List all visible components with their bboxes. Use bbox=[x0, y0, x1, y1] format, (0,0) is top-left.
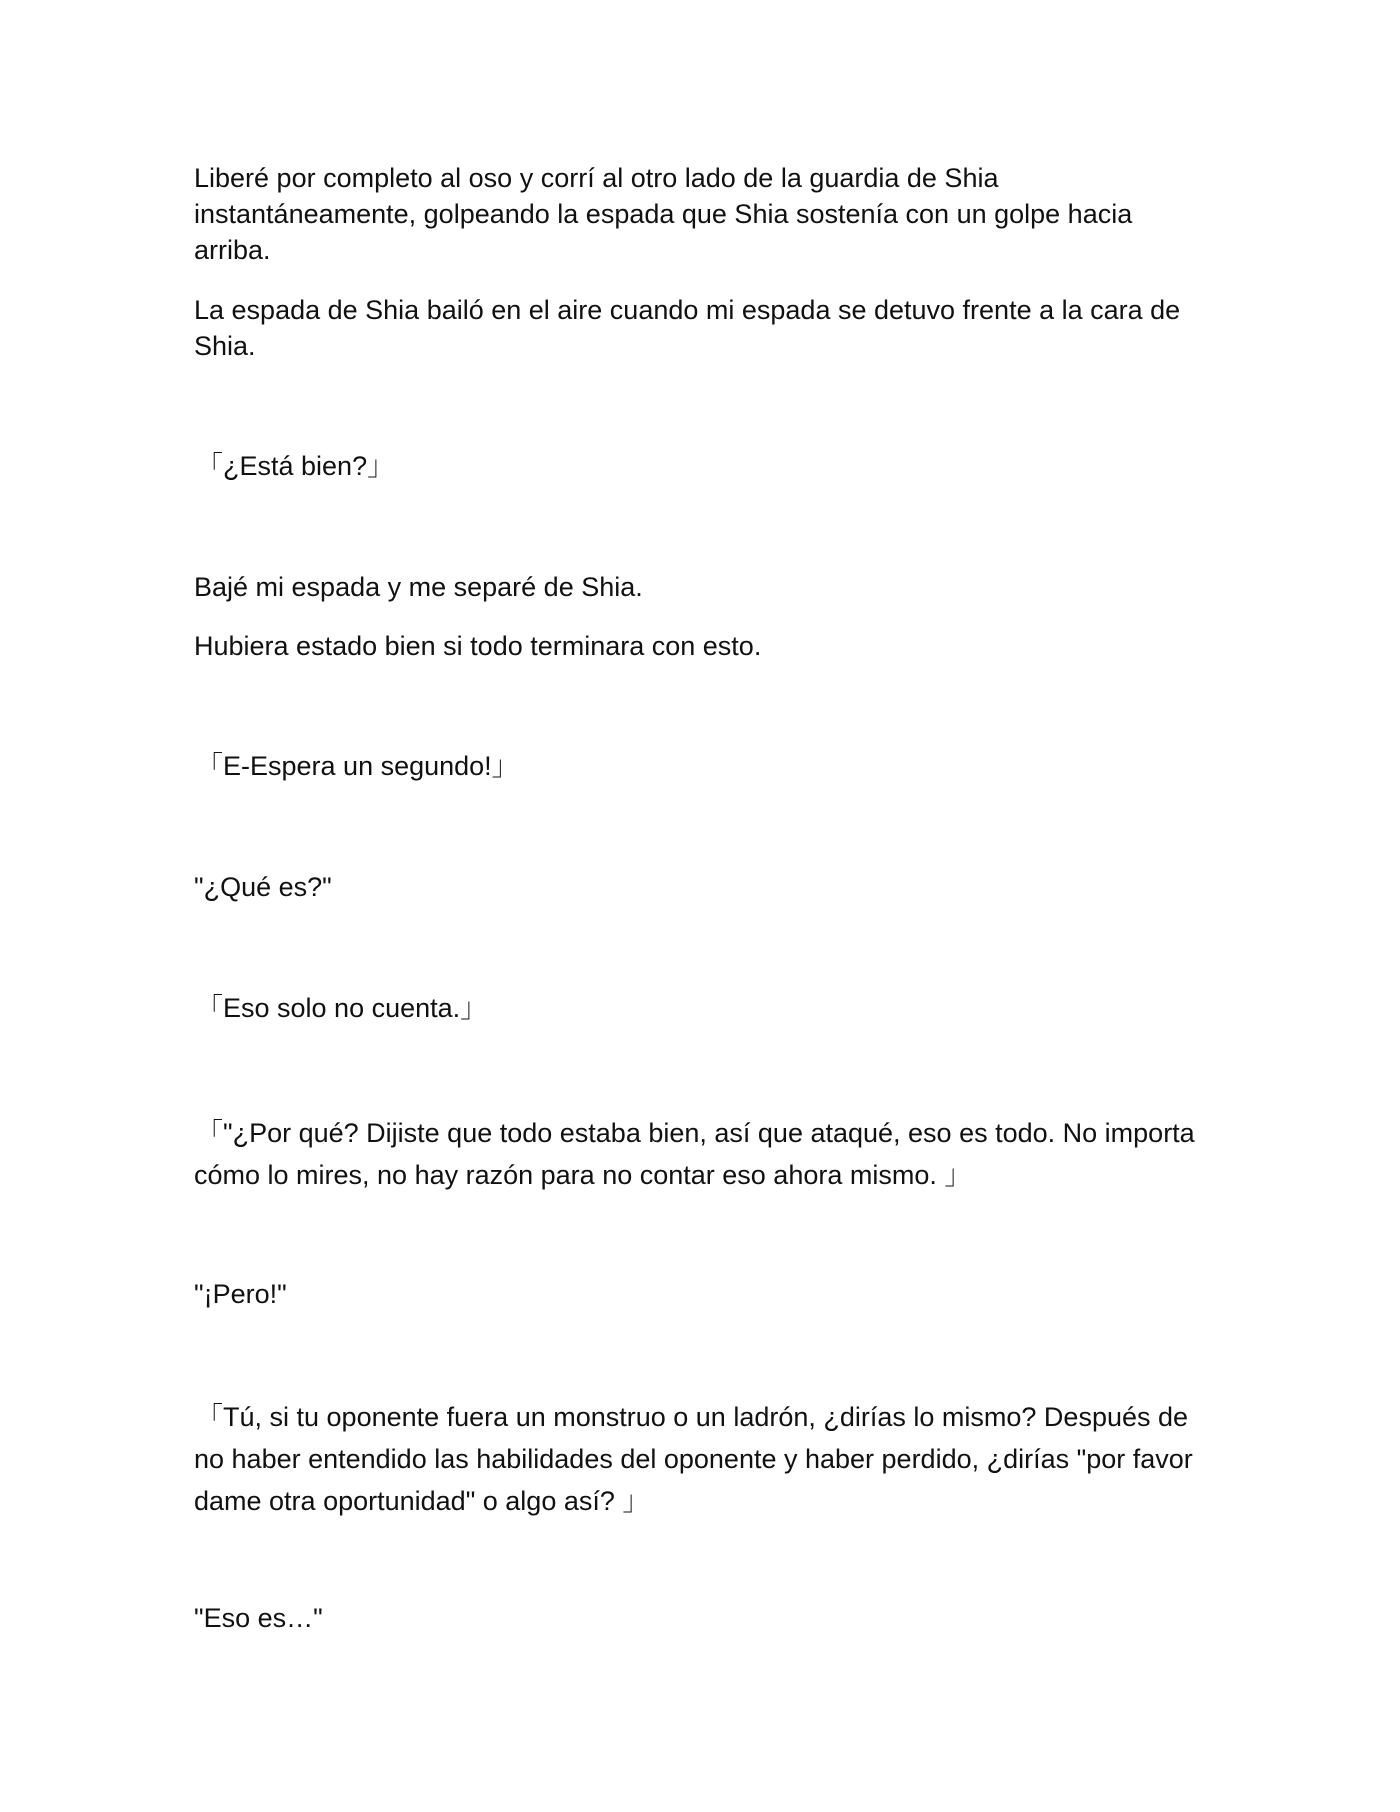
dialogue-7: 「Tú, si tu oponente fuera un monstruo o un ladrón, ¿dirías lo mismo? Después de no haber entendido las habilidades del oponente y haber perdido, ¿dirías "por favor dame otra oportunidad" o algo así? 」 bbox=[194, 1402, 1193, 1516]
dialogue-2: 「E-Espera un segundo!」 bbox=[196, 751, 519, 781]
paragraph-1: Liberé por completo al oso y corrí al otro lado de la guardia de Shia instantáneamente, golpeando la espada que Shia sostenía con un golpe hacia arriba. bbox=[194, 163, 1133, 265]
dialogue-8: "Eso es…" bbox=[194, 1603, 323, 1633]
dialogue-6: "¡Pero!" bbox=[194, 1279, 287, 1309]
dialogue-1: 「¿Está bien?」 bbox=[196, 451, 395, 481]
dialogue-4: 「Eso solo no cuenta.」 bbox=[196, 993, 488, 1023]
dialogue-3: "¿Qué es?" bbox=[194, 872, 332, 902]
paragraph-4: Hubiera estado bien si todo terminara con esto. bbox=[194, 631, 762, 661]
paragraph-2: La espada de Shia bailó en el aire cuando mi espada se detuvo frente a la cara de Shia. bbox=[194, 295, 1181, 361]
dialogue-5: 「"¿Por qué? Dijiste que todo estaba bien, así que ataqué, eso es todo. No importa cómo lo mires, no hay razón para no contar eso ahora mismo. 」 bbox=[194, 1118, 1195, 1190]
paragraph-3: Bajé mi espada y me separé de Shia. bbox=[194, 572, 643, 602]
